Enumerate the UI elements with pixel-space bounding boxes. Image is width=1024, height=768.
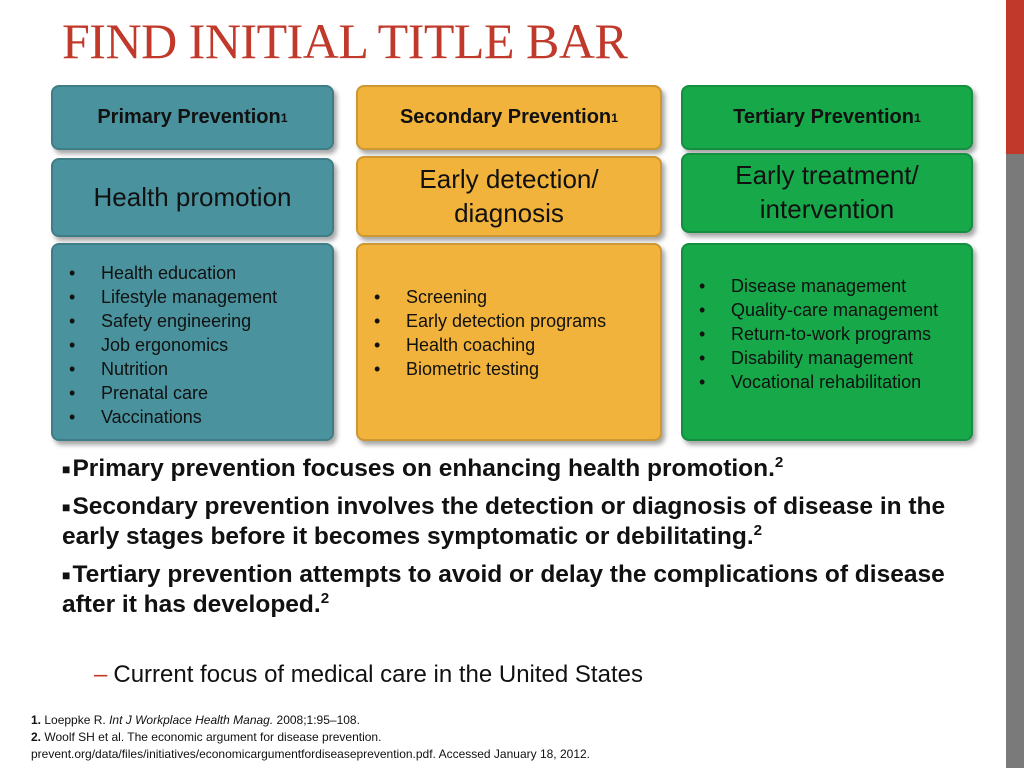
list-item: • Quality-care management — [683, 298, 961, 322]
list-item: • Vocational rehabilitation — [683, 370, 961, 394]
square-bullet-icon: ■ — [62, 567, 71, 583]
list-item: • Health education — [53, 261, 332, 285]
primary-header-label: Primary Prevention — [97, 106, 281, 128]
reference-2 — [31, 729, 590, 746]
note-text: Secondary prevention involves the detection or diagnosis of disease in the early stages before it becomes symptomatic or debilitating. — [62, 493, 946, 550]
tertiary-subheading: Early treatment/ intervention — [681, 153, 973, 233]
accent-bar-gray — [1006, 154, 1024, 768]
note-text: Primary prevention focuses on enhancing health promotion. — [72, 455, 775, 482]
list-item: • Screening — [358, 285, 660, 309]
tertiary-header-label: Tertiary Prevention — [733, 106, 914, 128]
notes-list — [62, 454, 962, 628]
list-item: • Health coaching — [358, 333, 660, 357]
list-item: • Vaccinations — [53, 405, 332, 429]
secondary-header-label: Secondary Prevention — [399, 106, 612, 128]
list-item: • Lifestyle management — [53, 285, 332, 309]
reference-2-url: prevent.org/data/files/initiatives/economicargumentfordiseaseprevention.pdf. Accessed January 18, 2012. — [31, 747, 590, 761]
tertiary-prevention-header: Tertiary Prevention 1 — [681, 85, 973, 150]
list-item: • Disease management — [683, 274, 961, 298]
list-item: • Prenatal care — [53, 381, 332, 405]
subnote-text: Current focus of medical care in the United States — [113, 661, 643, 688]
primary-items-list — [53, 261, 332, 429]
reference-journal: Int J Workplace Health Manag. — [109, 713, 274, 727]
reference-text: Woolf SH et al. The economic argument for disease prevention. — [44, 730, 382, 744]
note-sup: 2 — [753, 521, 763, 539]
primary-items-box — [51, 243, 334, 441]
square-bullet-icon: ■ — [62, 461, 71, 477]
subnote — [94, 661, 643, 689]
secondary-subheading: Early detection/ diagnosis — [356, 156, 662, 237]
note-text: Tertiary prevention attempts to avoid or delay the complications of disease after it has developed. — [62, 561, 945, 618]
reference-details: 2008;1:95–108. — [276, 713, 360, 727]
list-item: • Biometric testing — [358, 357, 660, 381]
reference-author: Loeppke R. — [44, 713, 106, 727]
secondary-items-box — [356, 243, 662, 441]
primary-subheading: Health promotion — [51, 158, 334, 237]
secondary-items-list — [358, 285, 660, 381]
note-sup: 2 — [774, 453, 784, 471]
note-sup: 2 — [320, 589, 330, 607]
primary-prevention-header: Primary Prevention 1 — [51, 85, 334, 150]
list-item: • Job ergonomics — [53, 333, 332, 357]
list-item: • Return-to-work programs — [683, 322, 961, 346]
dash-icon: – — [94, 661, 108, 688]
tertiary-items-list — [683, 274, 971, 394]
list-item: • Disability management — [683, 346, 961, 370]
list-item: • Nutrition — [53, 357, 332, 381]
note-primary — [62, 454, 962, 484]
accent-bar-red — [1006, 0, 1024, 154]
reference-number: 2. — [31, 730, 42, 744]
note-secondary — [62, 492, 962, 552]
secondary-prevention-header: Secondary Prevention 1 — [356, 85, 662, 150]
reference-1 — [31, 712, 590, 729]
list-item: • Safety engineering — [53, 309, 332, 333]
list-item: • Early detection programs — [358, 309, 660, 333]
references — [31, 712, 590, 763]
note-tertiary — [62, 560, 962, 620]
reference-number: 1. — [31, 713, 42, 727]
slide-title: FIND INITIAL TITLE BAR — [62, 13, 628, 69]
tertiary-items-box — [681, 243, 973, 441]
square-bullet-icon: ■ — [62, 499, 71, 515]
